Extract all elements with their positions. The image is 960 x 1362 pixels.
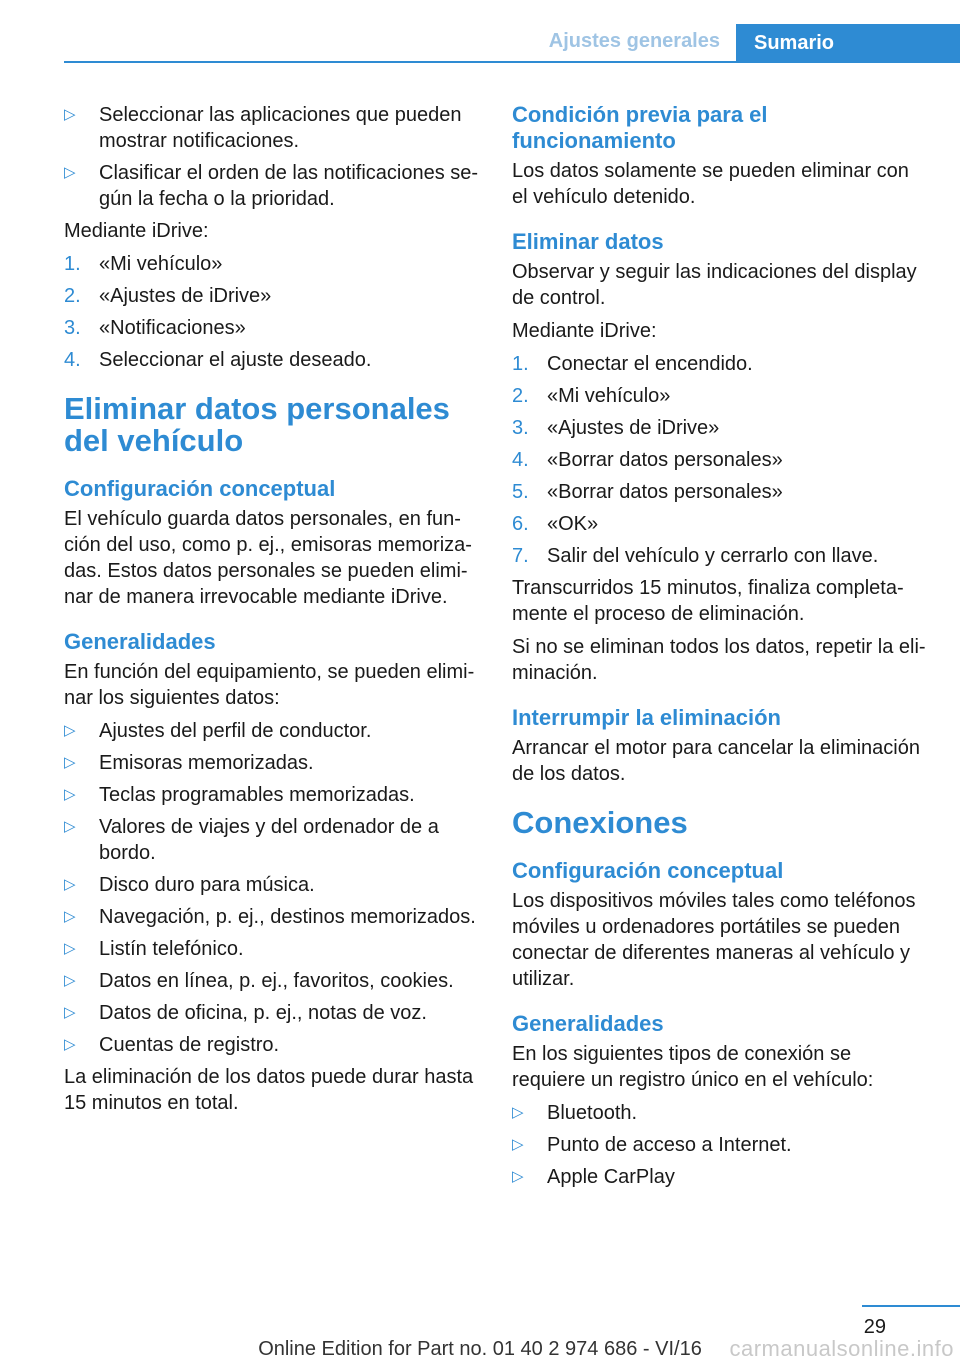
general-paragraph: En los siguientes tipos de conexión se requiere un registro único en el vehículo: (512, 1043, 874, 1091)
triangle-bullet-icon: ▷ (64, 786, 76, 803)
list-item: ▷ Clasificar el orden de las notificaciones se-gún la fecha o la prioridad. (64, 162, 479, 210)
subheading-conceptual-config: Configuración conceptual (64, 476, 336, 501)
intro-bullet-list (64, 102, 482, 212)
triangle-bullet-icon: ▷ (64, 164, 76, 181)
watermark: carmanualsonline.info (729, 1336, 954, 1361)
triangle-bullet-icon: ▷ (64, 940, 76, 957)
triangle-bullet-icon: ▷ (64, 754, 76, 771)
steps-list (64, 251, 482, 373)
list-item: ▷ Datos en línea, p. ej., favoritos, cookies. (64, 970, 454, 992)
subheading-interrupt: Interrumpir la eliminación (512, 705, 781, 730)
repeat-paragraph: Si no se eliminan todos los datos, repetir la eli-minación. (512, 636, 926, 684)
left-column (64, 102, 482, 1123)
subheading-general: Generalidades (512, 1011, 664, 1036)
list-item: ▷ Punto de acceso a Internet. (512, 1134, 792, 1156)
step-item: 1. «Mi vehículo» (64, 253, 223, 275)
mediante-label: Mediante iDrive: (512, 320, 657, 342)
section-heading-delete-personal-data: Eliminar datos personales del vehículo (64, 391, 450, 458)
step-item: 2. «Mi vehículo» (512, 385, 671, 407)
after-paragraph: Transcurridos 15 minutos, finaliza completa-mente el proceso de eliminación. (512, 577, 904, 625)
triangle-bullet-icon: ▷ (64, 876, 76, 893)
list-item: ▷ Datos de oficina, p. ej., notas de voz. (64, 1002, 427, 1024)
list-item: ▷ Teclas programables memorizadas. (64, 784, 415, 806)
triangle-bullet-icon: ▷ (512, 1168, 524, 1185)
connection-types-list (512, 1100, 930, 1190)
step-item: 3. «Notificaciones» (64, 317, 246, 339)
step-item: 7. Salir del vehículo y cerrarlo con llave. (512, 545, 879, 567)
list-item: ▷ Disco duro para música. (64, 874, 315, 896)
precondition-paragraph: Los datos solamente se pueden eliminar con el vehículo detenido. (512, 160, 909, 208)
subheading-delete-data: Eliminar datos (512, 229, 664, 254)
concept-paragraph: Los dispositivos móviles tales como teléfonos móviles u ordenadores portátiles se pueden conectar de diferentes maneras al vehículo y utilizar. (512, 890, 916, 990)
step-item: 1. Conectar el encendido. (512, 353, 753, 375)
triangle-bullet-icon: ▷ (512, 1104, 524, 1121)
step-item: 3. «Ajustes de iDrive» (512, 417, 720, 439)
list-item: ▷ Bluetooth. (512, 1102, 638, 1124)
list-item: ▷ Cuentas de registro. (64, 1034, 280, 1056)
delete-steps-list (512, 351, 930, 569)
step-item: 2. «Ajustes de iDrive» (64, 285, 272, 307)
header-tab-summary[interactable]: Sumario (736, 24, 960, 62)
subheading-precondition: Condición previa para el funcionamiento (512, 102, 768, 153)
triangle-bullet-icon: ▷ (64, 1004, 76, 1021)
triangle-bullet-icon: ▷ (64, 1036, 76, 1053)
triangle-bullet-icon: ▷ (512, 1136, 524, 1153)
list-item: ▷ Listín telefónico. (64, 938, 244, 960)
triangle-bullet-icon: ▷ (64, 106, 76, 123)
list-item: ▷ Emisoras memorizadas. (64, 752, 314, 774)
list-item: ▷ Valores de viajes y del ordenador de a bordo. (64, 816, 439, 864)
concept-paragraph: El vehículo guarda datos personales, en fun-ción del uso, como p. ej., emisoras memoriza-das. Estos datos personales se pueden elimi-nar de manera irrevocable mediante iDrive. (64, 508, 472, 608)
deletable-data-list (64, 718, 482, 1058)
section-heading-connections: Conexiones (512, 805, 688, 840)
right-column (512, 102, 930, 1196)
list-item: ▷ Navegación, p. ej., destinos memorizados. (64, 906, 476, 928)
step-item: 4. «Borrar datos personales» (512, 449, 783, 471)
header-rule (64, 61, 960, 63)
triangle-bullet-icon: ▷ (64, 818, 76, 835)
list-item: ▷ Apple CarPlay (512, 1166, 675, 1188)
step-item: 4. Seleccionar el ajuste deseado. (64, 349, 372, 371)
step-item: 5. «Borrar datos personales» (512, 481, 783, 503)
header-section-title: Ajustes generales (548, 30, 720, 52)
delete-paragraph: Observar y seguir las indicaciones del display de control. (512, 261, 917, 309)
interrupt-paragraph: Arrancar el motor para cancelar la eliminación de los datos. (512, 737, 920, 785)
footer-edition-text: Online Edition for Part no. 01 40 2 974 686 - VI/16 (258, 1338, 702, 1360)
closing-paragraph: La eliminación de los datos puede durar hasta 15 minutos en total. (64, 1066, 474, 1114)
page-number: 29 (863, 1316, 886, 1338)
list-item: ▷ Seleccionar las aplicaciones que pueden mostrar notificaciones. (64, 104, 462, 152)
footer-rule (862, 1305, 960, 1307)
step-item: 6. «OK» (512, 513, 599, 535)
triangle-bullet-icon: ▷ (64, 972, 76, 989)
subheading-general: Generalidades (64, 629, 216, 654)
mediante-label: Mediante iDrive: (64, 220, 209, 242)
list-item: ▷ Ajustes del perfil de conductor. (64, 720, 372, 742)
subheading-conceptual-config: Configuración conceptual (512, 858, 784, 883)
triangle-bullet-icon: ▷ (64, 722, 76, 739)
general-paragraph: En función del equipamiento, se pueden elimi-nar los siguientes datos: (64, 661, 475, 709)
triangle-bullet-icon: ▷ (64, 908, 76, 925)
